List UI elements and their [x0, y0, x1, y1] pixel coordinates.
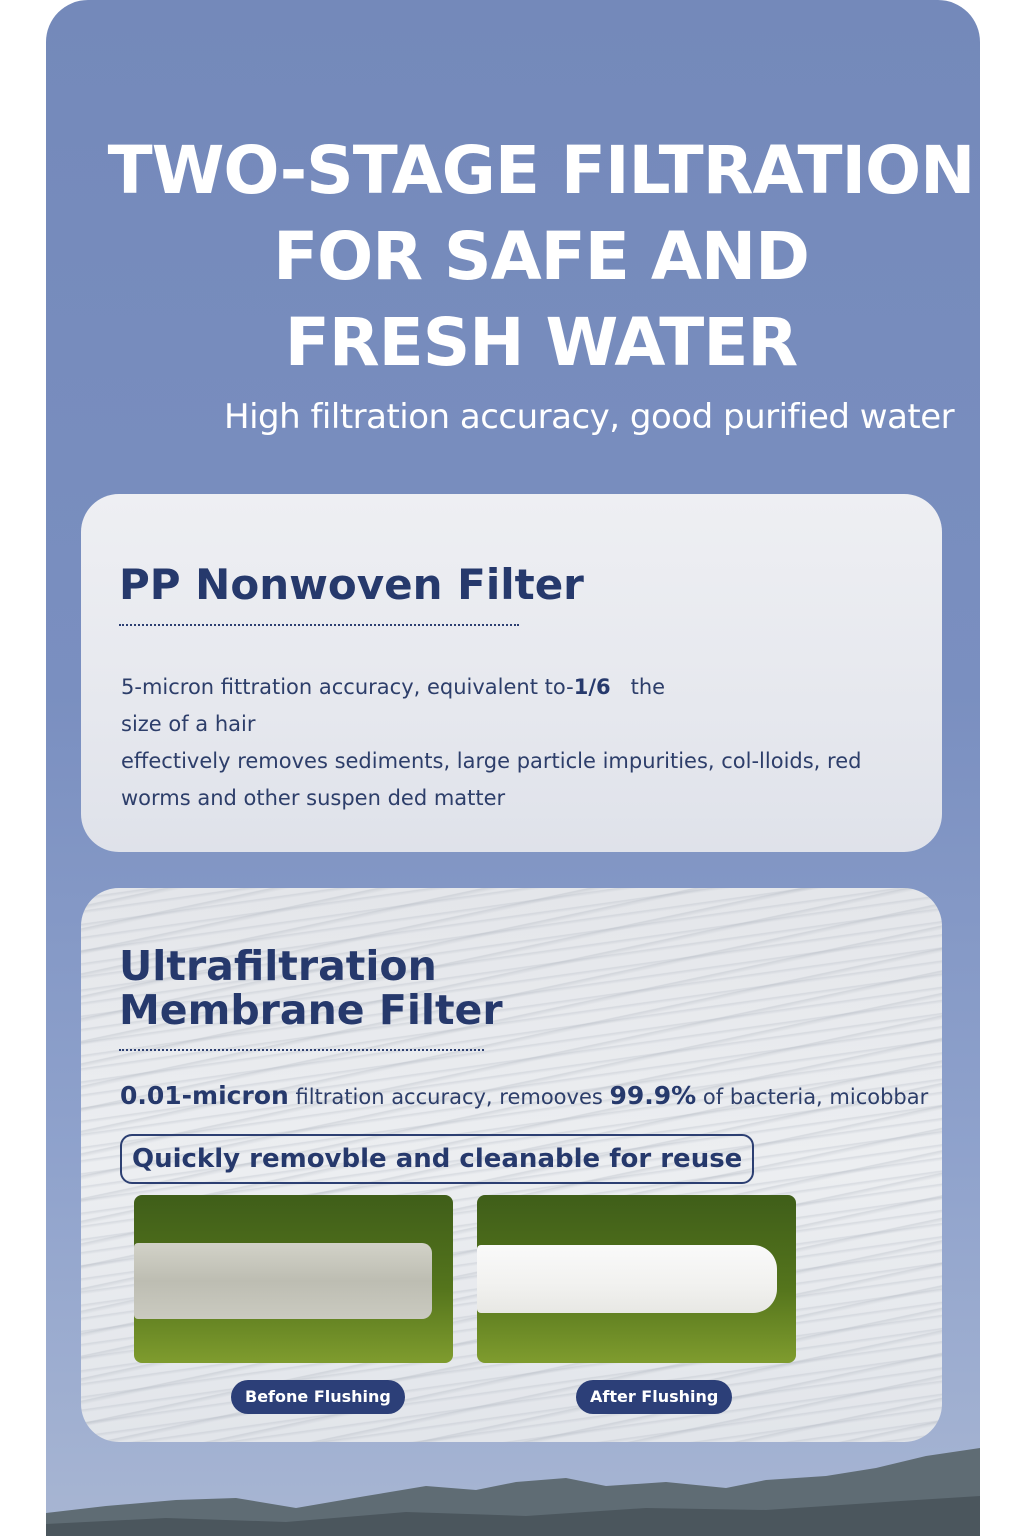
pp-filter-desc-part-1: 5-micron fittration accuracy, equivalent to-: [121, 675, 574, 699]
uf-filter-title-line-2: Membrane Filter: [119, 986, 503, 1034]
dirty-filter-sample: [134, 1243, 432, 1319]
pp-filter-desc-line-2: size of a hair: [121, 712, 256, 736]
reuse-label: Quickly removble and cleanable for reuse: [120, 1134, 754, 1184]
pp-filter-desc-part-2: the: [610, 675, 666, 699]
title-divider: [119, 1049, 484, 1051]
uf-filter-title-line-1: Ultrafiltration: [119, 942, 437, 990]
title-divider: [119, 624, 519, 626]
pp-filter-title: PP Nonwoven Filter: [119, 560, 584, 609]
pp-filter-desc-line-4: worms and other suspen ded matter: [121, 786, 506, 810]
hero-subtitle: High filtration accuracy, good purified water: [224, 397, 955, 437]
uf-filter-title: [119, 944, 503, 1032]
before-flushing-badge: Befone Flushing: [231, 1380, 405, 1414]
pp-filter-desc-line-1: [121, 669, 921, 706]
uf-filter-micron: 0.01-micron: [120, 1081, 289, 1110]
mountain-scenery: [46, 1438, 980, 1536]
after-flushing-badge: After Flushing: [576, 1380, 732, 1414]
pp-filter-description: [121, 669, 921, 817]
before-flushing-photo: [134, 1195, 453, 1363]
clean-filter-sample: [477, 1245, 777, 1313]
uf-filter-percent: 99.9%: [609, 1081, 697, 1110]
hero-title-line-2: FOR SAFE AND: [273, 218, 809, 295]
pp-filter-hair-ratio: 1/6: [573, 675, 611, 699]
after-flushing-photo: [477, 1195, 796, 1363]
uf-filter-description: [120, 1077, 940, 1116]
hero-title-line-1: TWO-STAGE FILTRATION: [107, 132, 975, 209]
uf-filter-desc-end: of bacteria, micobbar: [696, 1085, 929, 1109]
pp-filter-card: [81, 494, 942, 852]
pp-filter-desc-line-3: effectively removes sediments, large particle impurities, col-lloids, red: [121, 749, 862, 773]
hero-title-line-3: FRESH WATER: [284, 304, 798, 381]
uf-filter-desc-mid: filtration accuracy, remooves: [288, 1085, 610, 1109]
hero-title: [46, 128, 980, 386]
uf-filter-card: [81, 888, 942, 1442]
